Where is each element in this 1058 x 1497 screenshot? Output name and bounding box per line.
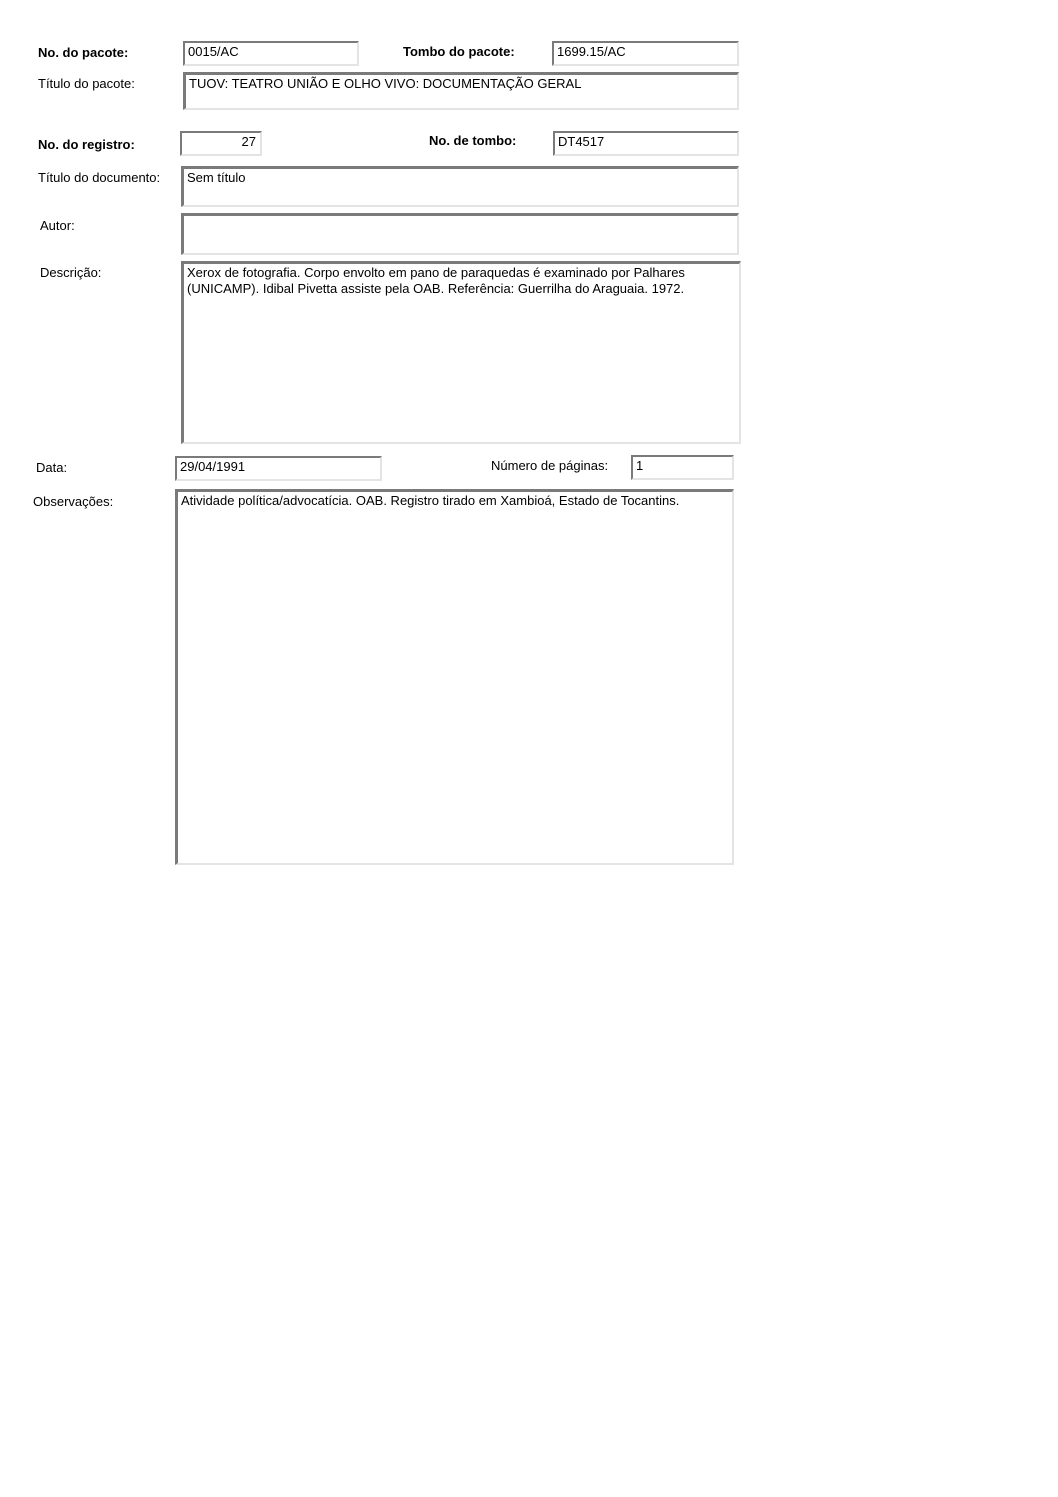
author-field[interactable]	[181, 213, 739, 255]
record-number-field[interactable]: 27	[180, 131, 262, 156]
package-number-label: No. do pacote:	[38, 45, 129, 60]
document-title-field[interactable]: Sem título	[181, 166, 739, 207]
observations-field[interactable]: Atividade política/advocatícia. OAB. Registro tirado em Xambioá, Estado de Tocantins.	[175, 489, 734, 865]
page-count-label: Número de páginas:	[491, 458, 609, 473]
record-tombo-label: No. de tombo:	[429, 133, 517, 148]
date-field[interactable]: 29/04/1991	[175, 456, 382, 481]
package-title-field[interactable]: TUOV: TEATRO UNIÃO E OLHO VIVO: DOCUMENTAÇÃO GERAL	[183, 72, 739, 110]
description-label: Descrição:	[40, 265, 102, 280]
record-tombo-field[interactable]: DT4517	[553, 131, 739, 156]
package-tombo-label: Tombo do pacote:	[403, 44, 515, 59]
package-tombo-field[interactable]: 1699.15/AC	[552, 41, 739, 66]
observations-label: Observações:	[33, 494, 114, 509]
description-field[interactable]: Xerox de fotografia. Corpo envolto em pano de paraquedas é examinado por Palhares (UNICAMP). Idibal Pivetta assiste pela OAB. Referência: Guerrilha do Araguaia. 1972.	[181, 261, 741, 444]
package-title-label: Título do pacote:	[38, 76, 135, 91]
record-number-label: No. do registro:	[38, 137, 135, 152]
page-count-field[interactable]: 1	[631, 455, 734, 480]
date-label: Data:	[36, 460, 68, 475]
document-title-label: Título do documento:	[38, 170, 161, 185]
author-label: Autor:	[40, 218, 75, 233]
package-number-field[interactable]: 0015/AC	[183, 41, 359, 66]
